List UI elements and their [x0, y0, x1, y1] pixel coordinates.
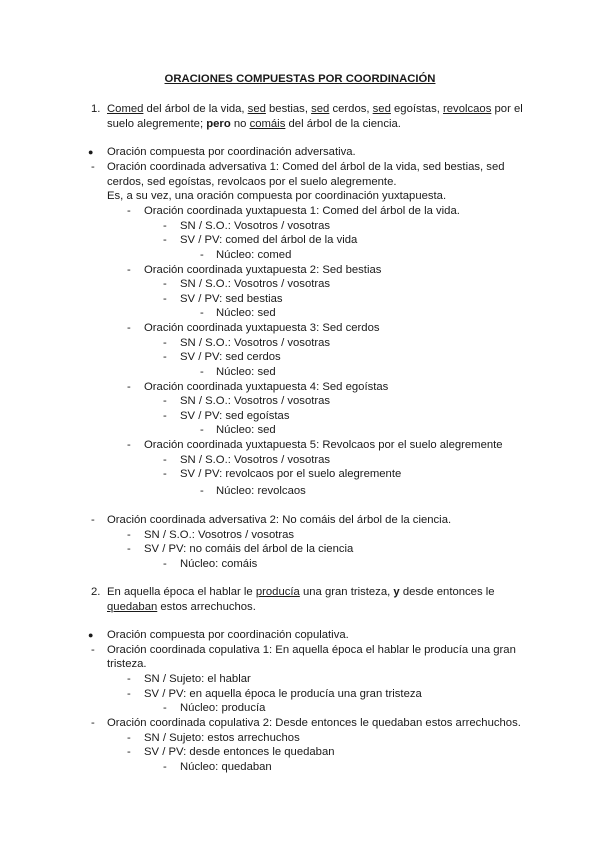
- adversative-1-line-3: Es, a su vez, una oración compuesta por coordinación yuxtapuesta.: [107, 190, 447, 202]
- yuxtapuesta-5-sn: SN / S.O.: Vosotros / vosotras: [180, 454, 331, 466]
- yuxtapuesta-4-sv: SV / PV: sed egoístas: [180, 410, 290, 422]
- yuxtapuesta-4: Oración coordinada yuxtapuesta 4: Sed egoístas: [144, 381, 389, 393]
- dash-marker: -: [163, 558, 167, 570]
- copulative-2: Oración coordinada copulativa 2: Desde entonces le quedaban estos arrechuchos.: [107, 717, 521, 729]
- underlined-verb: Comed: [107, 103, 144, 115]
- yuxtapuesta-3-sn: SN / S.O.: Vosotros / vosotras: [180, 337, 331, 349]
- dash-marker: -: [127, 439, 131, 451]
- copulative-1-line-2: tristeza.: [107, 658, 147, 670]
- underlined-verb: sed: [372, 103, 391, 115]
- bullet-icon: ●: [88, 147, 94, 157]
- dash-marker: -: [163, 395, 167, 407]
- analysis-type: Oración compuesta por coordinación copulativa.: [107, 629, 349, 641]
- yuxtapuesta-1-sn: SN / S.O.: Vosotros / vosotras: [180, 220, 331, 232]
- sentence-1-line-2: [107, 117, 401, 132]
- text-segment: cerdos,: [329, 103, 373, 115]
- yuxtapuesta-4-nucleo: Núcleo: sed: [216, 424, 276, 436]
- list-number: 1.: [91, 103, 101, 115]
- yuxtapuesta-4-sn: SN / S.O.: Vosotros / vosotras: [180, 395, 331, 407]
- dash-marker: -: [127, 746, 131, 758]
- dash-marker: -: [200, 485, 204, 497]
- text-segment: del árbol de la vida,: [143, 103, 248, 115]
- dash-marker: -: [127, 688, 131, 700]
- dash-marker: -: [127, 381, 131, 393]
- yuxtapuesta-2-sv: SV / PV: sed bestias: [180, 293, 283, 305]
- yuxtapuesta-1-sv: SV / PV: comed del árbol de la vida: [180, 234, 358, 246]
- sentence-2-line-1: [107, 585, 495, 600]
- text-segment: suelo alegremente;: [107, 118, 207, 130]
- text-segment: no: [230, 118, 250, 130]
- dash-marker: -: [163, 278, 167, 290]
- yuxtapuesta-2-nucleo: Núcleo: sed: [216, 307, 276, 319]
- copulative-1-sv: SV / PV: en aquella época le producía una gran tristeza: [144, 688, 422, 700]
- copulative-1-sn: SN / Sujeto: el hablar: [144, 673, 251, 685]
- dash-marker: -: [127, 205, 131, 217]
- text-segment: En aquella época el hablar le: [107, 586, 256, 598]
- sentence-1-line-1: [107, 102, 523, 117]
- text-segment: desde entonces le: [399, 586, 495, 598]
- dash-marker: -: [163, 220, 167, 232]
- yuxtapuesta-5-nucleo: Núcleo: revolcaos: [216, 485, 306, 497]
- underlined-verb: producía: [255, 586, 300, 598]
- dash-marker: -: [163, 454, 167, 466]
- bullet-icon: ●: [88, 630, 94, 640]
- copulative-2-sn: SN / Sujeto: estos arrechuchos: [144, 732, 300, 744]
- adversative-2-sn: SN / S.O.: Vosotros / vosotras: [144, 529, 295, 541]
- dash-marker: -: [163, 234, 167, 246]
- dash-marker: -: [163, 293, 167, 305]
- yuxtapuesta-5-sv: SV / PV: revolcaos por el suelo alegremente: [180, 468, 402, 480]
- page-title: ORACIONES COMPUESTAS POR COORDINACIÓN: [164, 73, 436, 85]
- underlined-verb: sed: [247, 103, 266, 115]
- adversative-2-sv: SV / PV: no comáis del árbol de la ciencia: [144, 543, 354, 555]
- adversative-2: Oración coordinada adversativa 2: No comáis del árbol de la ciencia.: [107, 514, 452, 526]
- dash-marker: -: [163, 761, 167, 773]
- yuxtapuesta-5: Oración coordinada yuxtapuesta 5: Revolcaos por el suelo alegremente: [144, 439, 503, 451]
- yuxtapuesta-2: Oración coordinada yuxtapuesta 2: Sed bestias: [144, 264, 382, 276]
- dash-marker: -: [163, 410, 167, 422]
- text-segment: por el: [491, 103, 523, 115]
- yuxtapuesta-2-sn: SN / S.O.: Vosotros / vosotras: [180, 278, 331, 290]
- underlined-verb: sed: [311, 103, 330, 115]
- dash-marker: -: [163, 351, 167, 363]
- dash-marker: -: [163, 702, 167, 714]
- yuxtapuesta-3-nucleo: Núcleo: sed: [216, 366, 276, 378]
- dash-marker: -: [163, 337, 167, 349]
- yuxtapuesta-1: Oración coordinada yuxtapuesta 1: Comed del árbol de la vida.: [144, 205, 460, 217]
- adversative-1-line-1: Oración coordinada adversativa 1: Comed del árbol de la vida, sed bestias, sed: [107, 161, 505, 173]
- adversative-2-nucleo: Núcleo: comáis: [180, 558, 258, 570]
- text-segment: estos arrechuchos.: [157, 601, 256, 613]
- adversative-1-line-2: cerdos, sed egoístas, revolcaos por el suelo alegremente.: [107, 176, 397, 188]
- underlined-verb: comáis: [249, 118, 286, 130]
- yuxtapuesta-3-sv: SV / PV: sed cerdos: [180, 351, 281, 363]
- dash-marker: -: [200, 366, 204, 378]
- dash-marker: -: [200, 424, 204, 436]
- text-segment: una gran tristeza,: [299, 586, 394, 598]
- copulative-2-sv: SV / PV: desde entonces le quedaban: [144, 746, 335, 758]
- copulative-1-line-1: Oración coordinada copulativa 1: En aquella época el hablar le producía una gran: [107, 644, 516, 656]
- analysis-type: Oración compuesta por coordinación adversativa.: [107, 146, 356, 158]
- dash-marker: -: [127, 529, 131, 541]
- dash-marker: -: [127, 264, 131, 276]
- list-number: 2.: [91, 586, 101, 598]
- dash-marker: -: [127, 543, 131, 555]
- dash-marker: -: [91, 514, 95, 526]
- yuxtapuesta-1-nucleo: Núcleo: comed: [216, 249, 292, 261]
- conjunction-bold: y: [393, 586, 400, 598]
- dash-marker: -: [127, 322, 131, 334]
- dash-marker: -: [127, 673, 131, 685]
- text-segment: del árbol de la ciencia.: [285, 118, 401, 130]
- dash-marker: -: [127, 732, 131, 744]
- text-segment: egoístas,: [390, 103, 443, 115]
- sentence-2-line-2: [107, 600, 256, 615]
- underlined-verb: quedaban: [107, 601, 158, 613]
- text-segment: bestias,: [265, 103, 312, 115]
- dash-marker: -: [200, 307, 204, 319]
- copulative-2-nucleo: Núcleo: quedaban: [180, 761, 272, 773]
- copulative-1-nucleo: Núcleo: producía: [180, 702, 266, 714]
- conjunction-bold: pero: [206, 118, 231, 130]
- dash-marker: -: [91, 717, 95, 729]
- yuxtapuesta-3: Oración coordinada yuxtapuesta 3: Sed cerdos: [144, 322, 380, 334]
- dash-marker: -: [200, 249, 204, 261]
- underlined-verb: revolcaos: [443, 103, 492, 115]
- dash-marker: -: [163, 468, 167, 480]
- dash-marker: -: [91, 644, 95, 656]
- dash-marker: -: [91, 161, 95, 173]
